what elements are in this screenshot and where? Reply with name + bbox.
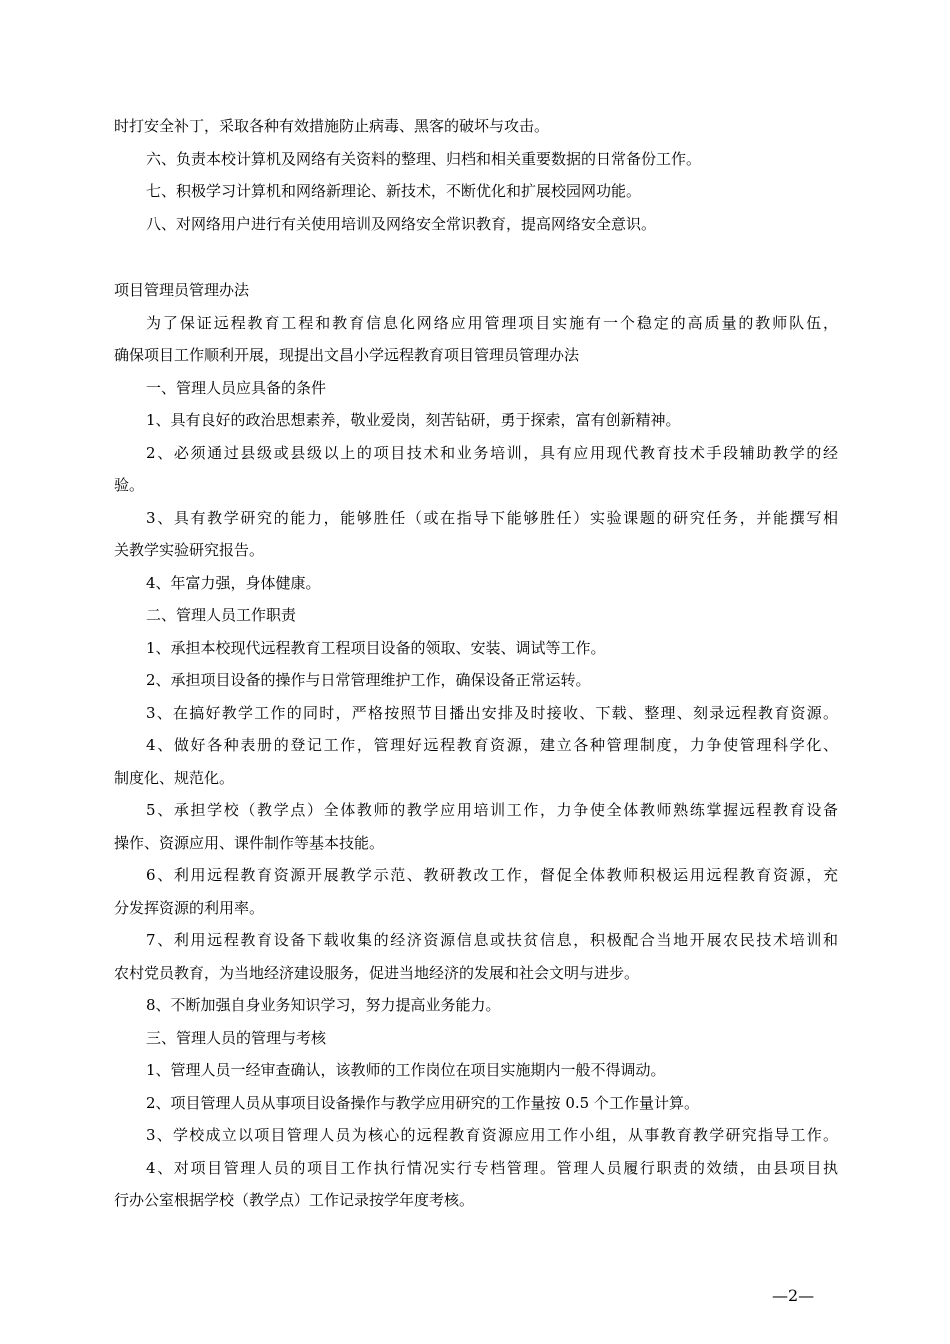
list-item-continuation: 分发挥资源的利用率。 xyxy=(114,899,265,917)
text-line: 时打安全补丁，采取各种有效措施防止病毒、黑客的破坏与攻击。 xyxy=(114,117,550,135)
text-line: 确保项目工作顺利开展，现提出文昌小学远程教育项目管理员管理办法 xyxy=(114,346,580,364)
list-item-continuation: 行办公室根据学校（教学点）工作记录按学年度考核。 xyxy=(114,1191,475,1209)
list-item: 4、年富力强，身体健康。 xyxy=(146,574,321,592)
list-item: 3、具有教学研究的能力，能够胜任（或在指导下能够胜任）实验课题的研究任务，并能撰写相 xyxy=(146,509,838,527)
list-item: 1、承担本校现代远程教育工程项目设备的领取、安装、调试等工作。 xyxy=(146,639,606,657)
list-item: 2、项目管理人员从事项目设备操作与教学应用研究的工作量按 0.5 个工作量计算。 xyxy=(146,1094,699,1112)
list-item-continuation: 验。 xyxy=(114,476,145,494)
text-line: 为了保证远程教育工程和教育信息化网络应用管理项目实施有一个稳定的高质量的教师队伍， xyxy=(146,314,838,332)
list-item: 2、承担项目设备的操作与日常管理维护工作，确保设备正常运转。 xyxy=(146,671,591,689)
text-line: 六、负责本校计算机及网络有关资料的整理、归档和相关重要数据的日常备份工作。 xyxy=(146,150,702,168)
list-item: 7、利用远程教育设备下载收集的经济资源信息或扶贫信息，积极配合当地开展农民技术培训和 xyxy=(146,931,838,949)
list-item-continuation: 制度化、规范化。 xyxy=(114,769,235,787)
list-item: 6、利用远程教育资源开展教学示范、教研教改工作，督促全体教师积极运用远程教育资源，充 xyxy=(146,866,838,884)
list-item: 3、学校成立以项目管理人员为核心的远程教育资源应用工作小组，从事教育教学研究指导工作。 xyxy=(146,1126,838,1144)
text-line: 七、积极学习计算机和网络新理论、新技术，不断优化和扩展校园网功能。 xyxy=(146,182,642,200)
list-item: 5、承担学校（教学点）全体教师的教学应用培训工作，力争使全体教师熟练掌握远程教育设备 xyxy=(146,801,838,819)
list-item: 1、管理人员一经审查确认，该教师的工作岗位在项目实施期内一般不得调动。 xyxy=(146,1061,666,1079)
list-item: 1、具有良好的政治思想素养，敬业爱岗，刻苦钻研，勇于探索，富有创新精神。 xyxy=(146,411,681,429)
page-number: —2— xyxy=(772,1286,815,1305)
list-item: 4、做好各种表册的登记工作，管理好远程教育资源，建立各种管理制度，力争使管理科学化、 xyxy=(146,736,838,754)
list-item: 4、对项目管理人员的项目工作执行情况实行专档管理。管理人员履行职责的效绩，由县项目执 xyxy=(146,1159,838,1177)
list-item-continuation: 农村党员教育，为当地经济建设服务，促进当地经济的发展和社会文明与进步。 xyxy=(114,964,640,982)
section-heading: 一、管理人员应具备的条件 xyxy=(146,379,327,397)
list-item: 3、在搞好教学工作的同时，严格按照节目播出安排及时接收、下载、整理、刻录远程教育资源。 xyxy=(146,704,838,722)
section-heading: 二、管理人员工作职责 xyxy=(146,606,297,624)
text-line: 八、对网络用户进行有关使用培训及网络安全常识教育，提高网络安全意识。 xyxy=(146,215,657,233)
section-title: 项目管理员管理办法 xyxy=(114,281,250,299)
list-item-continuation: 操作、资源应用、课件制作等基本技能。 xyxy=(114,834,385,852)
list-item: 8、不断加强自身业务知识学习，努力提高业务能力。 xyxy=(146,996,501,1014)
list-item-continuation: 关教学实验研究报告。 xyxy=(114,541,265,559)
list-item: 2、必须通过县级或县级以上的项目技术和业务培训，具有应用现代教育技术手段辅助教学的经 xyxy=(146,444,838,462)
section-heading: 三、管理人员的管理与考核 xyxy=(146,1029,327,1047)
